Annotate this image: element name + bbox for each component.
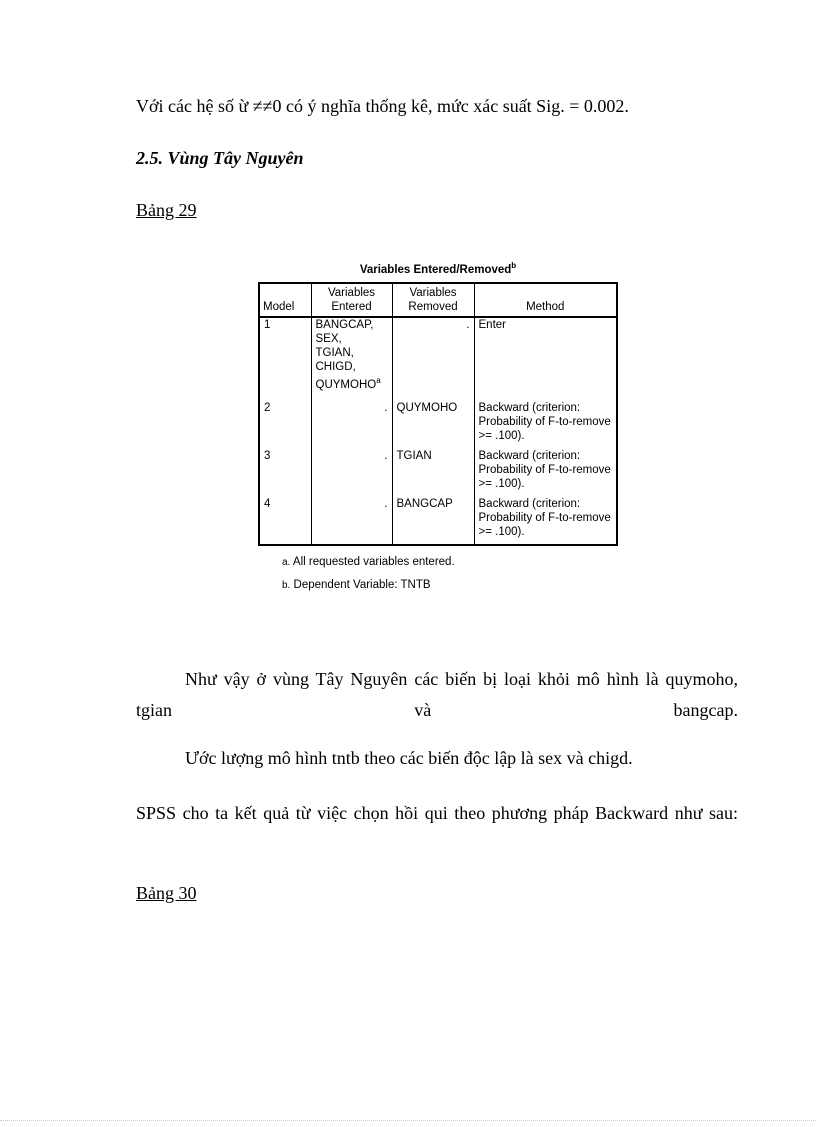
table-row <box>259 497 617 545</box>
cell-removed: . <box>392 317 474 401</box>
cell-method: Backward (criterion: Probability of F-to-remove >= .100). <box>474 497 617 545</box>
spss-table-title: Variables Entered/Removed$^b$ <box>359 261 517 276</box>
intro-text: Với các hệ số ừ ≠≠0 có ý nghĩa thống kê, mức xác suất Sig. = 0.002. <box>136 96 629 116</box>
cell-entered: . <box>311 401 392 449</box>
cell-model: 2 <box>264 402 271 414</box>
table-header-row <box>259 283 617 317</box>
cell-method: Enter <box>474 317 617 401</box>
paragraph-estimate-model: Ước lượng mô hình tntb theo các biến độc lập là sex và chigd. <box>185 748 633 768</box>
cell-method: Backward (criterion: Probability of F-to-remove >= .100). <box>474 401 617 449</box>
cell-removed: QUYMOHO <box>392 401 474 449</box>
header-variables-entered: Variables Entered <box>311 283 392 317</box>
table-row <box>259 401 617 449</box>
paragraph-spss-backward: SPSS cho ta kết quả từ việc chọn hồi qui theo phương pháp Backward như sau: <box>136 803 738 823</box>
header-method: Method <box>474 283 617 317</box>
paragraph-excluded-variables: Như vậy ở vùng Tây Nguyên các biến bị loại khỏi mô hình là quymoho, tgian và bangcap. <box>136 669 738 720</box>
table-caption-29: Bảng 29 <box>136 200 197 220</box>
cell-removed: TGIAN <box>392 449 474 497</box>
header-variables-removed: Variables Removed <box>392 283 474 317</box>
cell-entered: . <box>311 497 392 545</box>
table-caption-30: Bảng 30 <box>136 883 197 903</box>
cell-model: 4 <box>264 498 271 510</box>
table-footnotes <box>258 551 618 597</box>
footnote-a: a. All requested variables entered. <box>282 556 455 568</box>
page-bottom-divider <box>0 1120 816 1121</box>
cell-method: Backward (criterion: Probability of F-to-remove >= .100). <box>474 449 617 497</box>
cell-entered-list: BANGCAP, SEX, TGIAN, CHIGD, QUYMOHO$^a$ <box>311 317 392 401</box>
footnote-b: b. Dependent Variable: TNTB <box>282 579 431 591</box>
section-heading: 2.5. Vùng Tây Nguyên <box>136 148 304 168</box>
spss-output-table <box>258 258 618 597</box>
cell-model: 3 <box>264 450 271 462</box>
cell-removed: BANGCAP <box>392 497 474 545</box>
table-row <box>259 449 617 497</box>
table-row <box>259 317 617 401</box>
cell-entered: . <box>311 449 392 497</box>
header-model: Model <box>259 283 311 317</box>
variables-entered-removed-table <box>258 282 618 546</box>
cell-model: 1 <box>264 319 271 331</box>
